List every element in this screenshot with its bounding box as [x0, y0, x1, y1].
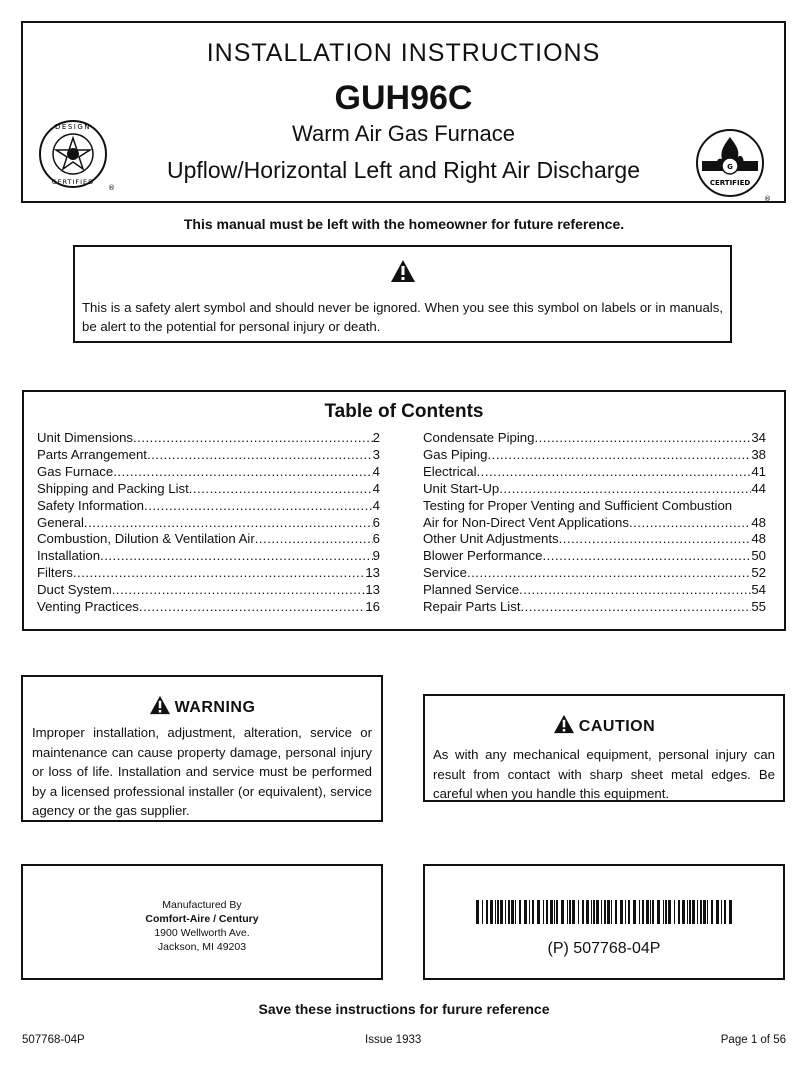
toc-entry[interactable]: Filters ..... 13	[37, 565, 380, 582]
toc-entry[interactable]: Venting Practices ..... 16	[37, 599, 380, 616]
barcode-bar	[642, 900, 644, 924]
barcode-bar	[543, 900, 544, 924]
barcode-box	[423, 864, 785, 980]
barcode-icon	[476, 900, 734, 924]
barcode-bar	[657, 900, 660, 924]
barcode-bar	[601, 900, 602, 924]
barcode-bar	[482, 900, 483, 924]
barcode-bar	[650, 900, 651, 924]
barcode-bar	[668, 900, 671, 924]
barcode-bar	[682, 900, 685, 924]
barcode-bar	[711, 900, 713, 924]
barcode-bar	[500, 900, 503, 924]
toc-entry[interactable]: Repair Parts List ..... 55	[423, 599, 766, 616]
barcode-bar	[497, 900, 499, 924]
toc-entry[interactable]: Electrical ..... 41	[423, 464, 766, 481]
design-certified-seal-icon	[37, 116, 117, 196]
caution-box	[423, 694, 785, 802]
barcode-bar	[593, 900, 595, 924]
barcode-bar	[596, 900, 599, 924]
homeowner-notice: This manual must be left with the homeowner for future reference.	[183, 216, 625, 232]
model-number: GUH96C	[334, 79, 473, 117]
barcode-bar	[511, 900, 514, 924]
safety-alert-text: This is a safety alert symbol and should never be ignored. When you see this symbol on labels or in manuals, be alert to the potential for personal injury or death.	[82, 300, 723, 334]
barcode-bar	[721, 900, 722, 924]
barcode-bar	[689, 900, 691, 924]
toc-entry[interactable]: Gas Piping ..... 38	[423, 447, 766, 464]
barcode-bar	[716, 900, 719, 924]
certified-flame-seal-icon	[694, 125, 774, 205]
toc-entry[interactable]: Unit Start-Up ..... 44	[423, 481, 766, 498]
barcode-bar	[652, 900, 654, 924]
part-number: (P) 507768-04P	[547, 940, 661, 957]
barcode-bar	[674, 900, 675, 924]
barcode-bar	[687, 900, 688, 924]
svg-text:CERTIFIED: CERTIFIED	[51, 178, 95, 186]
caution-heading	[425, 714, 783, 736]
barcode-bar	[615, 900, 617, 924]
manufacturer-address: 1900 Wellworth Ave.	[154, 927, 250, 939]
footer-doc-number: 507768-04P	[22, 1034, 85, 1046]
warning-box	[21, 675, 383, 822]
barcode-bar	[607, 900, 610, 924]
barcode-bar	[515, 900, 516, 924]
svg-text:G: G	[727, 163, 733, 171]
barcode-bar	[567, 900, 568, 924]
toc-entry[interactable]: Combustion, Dilution & Ventilation Air ..... 6	[37, 531, 380, 548]
barcode-bar	[537, 900, 540, 924]
barcode-bar	[633, 900, 636, 924]
toc-entry[interactable]: Gas Furnace ..... 4	[37, 464, 380, 481]
barcode-bar	[604, 900, 606, 924]
toc-left-column	[37, 430, 380, 616]
manufacturer-box	[21, 864, 383, 980]
svg-text:®: ®	[764, 195, 771, 203]
header-box	[21, 21, 786, 203]
barcode-bar	[508, 900, 510, 924]
manufacturer-line: Manufactured By	[162, 899, 242, 911]
warning-label: WARNING	[174, 699, 256, 716]
barcode-bar	[532, 900, 534, 924]
barcode-bar	[505, 900, 506, 924]
barcode-bar	[586, 900, 589, 924]
svg-text:CERTIFIED: CERTIFIED	[709, 179, 751, 187]
warning-triangle-icon	[553, 714, 575, 734]
toc-entry[interactable]: Safety Information ..... 4	[37, 498, 380, 515]
barcode-bar	[628, 900, 630, 924]
warning-triangle-icon	[390, 259, 416, 283]
barcode-bar	[724, 900, 726, 924]
barcode-bar	[486, 900, 488, 924]
toc-entry[interactable]: Installation ..... 9	[37, 548, 380, 565]
barcode-bar	[729, 900, 732, 924]
toc-entry[interactable]: Blower Performance ..... 50	[423, 548, 766, 565]
barcode-bar	[578, 900, 579, 924]
caution-text: As with any mechanical equipment, personal injury can result from contact with sharp sheet metal edges. Be careful when you handle this equipment.	[433, 747, 775, 802]
caution-label: CAUTION	[578, 718, 656, 735]
barcode-bar	[639, 900, 640, 924]
toc-entry[interactable]: General ..... 6	[37, 515, 380, 532]
barcode-bar	[561, 900, 564, 924]
product-configuration: Upflow/Horizontal Left and Right Air Discharge	[166, 157, 640, 183]
barcode-bar	[707, 900, 708, 924]
barcode-bar	[625, 900, 626, 924]
warning-triangle-icon	[149, 695, 171, 715]
toc-entry[interactable]: Parts Arrangement ..... 3	[37, 447, 380, 464]
manufacturer-city: Jackson, MI 49203	[157, 941, 247, 953]
toc-entry[interactable]: Condensate Piping ..... 34	[423, 430, 766, 447]
barcode-bar	[663, 900, 664, 924]
doc-title: INSTALLATION INSTRUCTIONS	[206, 39, 601, 67]
footer-page-number: Page 1 of 56	[720, 1034, 786, 1046]
save-instructions-note: Save these instructions for furure reference	[258, 1001, 550, 1017]
barcode-bar	[678, 900, 680, 924]
safety-alert-box	[73, 245, 732, 343]
toc-title: Table of Contents	[324, 401, 484, 422]
toc-entry[interactable]: Planned Service ..... 54	[423, 582, 766, 599]
product-subtitle: Warm Air Gas Furnace	[292, 121, 515, 146]
barcode-bar	[554, 900, 555, 924]
toc-entry[interactable]: Service ..... 52	[423, 565, 766, 582]
toc-right-column	[423, 430, 766, 616]
warning-heading	[23, 695, 381, 717]
toc-entry-heading[interactable]: Testing for Proper Venting and Sufficient Combustion	[423, 497, 733, 513]
barcode-bar	[665, 900, 667, 924]
barcode-bar	[529, 900, 530, 924]
toc-entry[interactable]: Shipping and Packing List ..... 4	[37, 481, 380, 498]
barcode-bar	[569, 900, 571, 924]
barcode-bar	[476, 900, 479, 924]
barcode-bar	[582, 900, 584, 924]
toc-entry[interactable]: Duct System ..... 13	[37, 582, 380, 599]
barcode-bar	[646, 900, 649, 924]
svg-text:®: ®	[108, 184, 115, 192]
barcode-bar	[556, 900, 558, 924]
manufacturer-name: Comfort-Aire / Century	[145, 913, 259, 925]
footer-issue: Issue 1933	[365, 1034, 422, 1046]
barcode-bar	[620, 900, 623, 924]
svg-text:DESIGN: DESIGN	[55, 123, 91, 131]
barcode-bar	[700, 900, 702, 924]
barcode-bar	[546, 900, 548, 924]
barcode-bar	[524, 900, 527, 924]
barcode-bar	[591, 900, 592, 924]
barcode-bar	[550, 900, 553, 924]
barcode-bar	[495, 900, 496, 924]
barcode-bar	[692, 900, 695, 924]
table-of-contents	[22, 390, 786, 631]
barcode-bar	[611, 900, 612, 924]
barcode-bar	[703, 900, 706, 924]
barcode-bar	[490, 900, 493, 924]
barcode-bar	[519, 900, 521, 924]
barcode-bar	[697, 900, 698, 924]
toc-entry[interactable]: Air for Non-Direct Vent Applications ..... 48	[423, 515, 766, 532]
warning-text: Improper installation, adjustment, alteration, service or maintenance can cause property damage, personal injury or loss of life. Installation and service must be performed by a licensed professional installer (or equivalent), service agency or the gas supplier.	[32, 725, 372, 819]
toc-entry[interactable]: Unit Dimensions ..... 2	[37, 430, 380, 447]
barcode-bar	[572, 900, 575, 924]
toc-entry[interactable]: Other Unit Adjustments ..... 48	[423, 531, 766, 548]
